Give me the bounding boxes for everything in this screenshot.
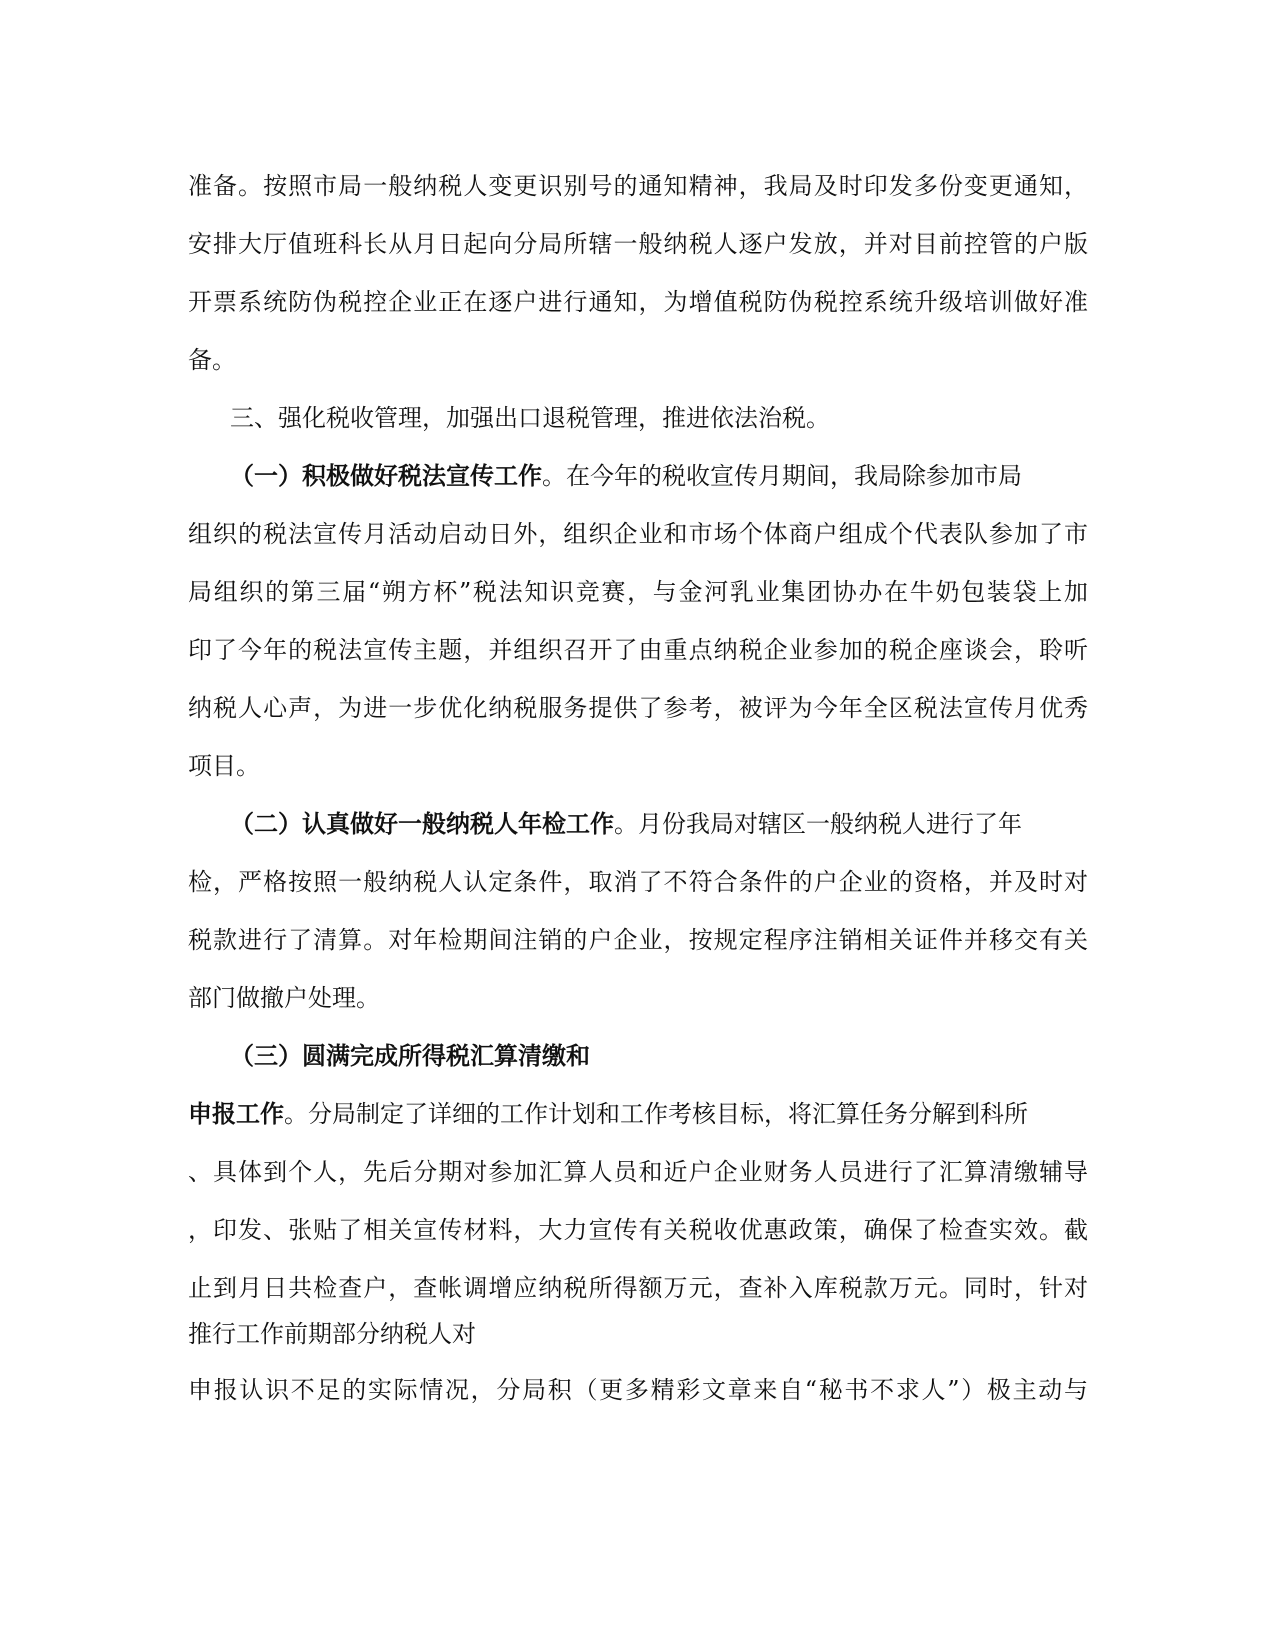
subsection-title: （二）认真做好一般纳税人年检工作 — [230, 809, 614, 838]
paragraph-line: 、具体到个人，先后分期对参加汇算人员和近户企业财务人员进行了汇算清缴辅导 — [188, 1158, 1088, 1186]
subsection-text: 。分局制定了详细的工作计划和工作考核目标，将汇算任务分解到科所 — [284, 1100, 1028, 1128]
paragraph-line: 备。 — [188, 346, 236, 374]
paragraph-line: 纳税人心声，为进一步优化纳税服务提供了参考，被评为今年全区税法宣传月优秀 — [188, 694, 1088, 722]
paragraph-line: 安排大厅值班科长从月日起向分局所辖一般纳税人逐户发放，并对目前控管的户版 — [188, 230, 1088, 258]
subsection-title: （三）圆满完成所得税汇算清缴和 — [230, 1041, 590, 1070]
subsection-title: 申报工作 — [188, 1099, 284, 1128]
paragraph-line: 止到月日共检查户，查帐调增应纳税所得额万元，查补入库税款万元。同时，针对 — [188, 1274, 1088, 1302]
subsection-line — [230, 1040, 1088, 1072]
paragraph-line: 申报认识不足的实际情况，分局积（更多精彩文章来自“秘书不求人”）极主动与 — [188, 1376, 1088, 1404]
paragraph-line: 推行工作前期部分纳税人对 — [188, 1320, 476, 1348]
paragraph-line: 组织的税法宣传月活动启动日外，组织企业和市场个体商户组成个代表队参加了市 — [188, 520, 1088, 548]
paragraph-line: 开票系统防伪税控企业正在逐户进行通知，为增值税防伪税控系统升级培训做好准 — [188, 288, 1088, 316]
paragraph-line: 项目。 — [188, 752, 260, 780]
subsection-line — [230, 460, 1088, 492]
section-heading: 三、强化税收管理，加强出口退税管理，推进依法治税。 — [230, 404, 830, 432]
paragraph-line: 检，严格按照一般纳税人认定条件，取消了不符合条件的户企业的资格，并及时对 — [188, 868, 1088, 896]
subsection-title: （一）积极做好税法宣传工作 — [230, 461, 542, 490]
paragraph-line: 部门做撤户处理。 — [188, 984, 380, 1012]
subsection-text: 。月份我局对辖区一般纳税人进行了年 — [614, 810, 1022, 838]
paragraph-line: ，印发、张贴了相关宣传材料，大力宣传有关税收优惠政策，确保了检查实效。截 — [188, 1216, 1088, 1244]
paragraph-line: 准备。按照市局一般纳税人变更识别号的通知精神，我局及时印发多份变更通知， — [188, 172, 1088, 200]
subsection-line — [188, 1098, 1088, 1130]
paragraph-line: 印了今年的税法宣传主题，并组织召开了由重点纳税企业参加的税企座谈会，聆听 — [188, 636, 1088, 664]
subsection-text: 。在今年的税收宣传月期间，我局除参加市局 — [542, 462, 1022, 490]
paragraph-line: 局组织的第三届“朔方杯”税法知识竞赛，与金河乳业集团协办在牛奶包装袋上加 — [188, 578, 1088, 606]
paragraph-line: 税款进行了清算。对年检期间注销的户企业，按规定程序注销相关证件并移交有关 — [188, 926, 1088, 954]
subsection-line — [230, 808, 1088, 840]
